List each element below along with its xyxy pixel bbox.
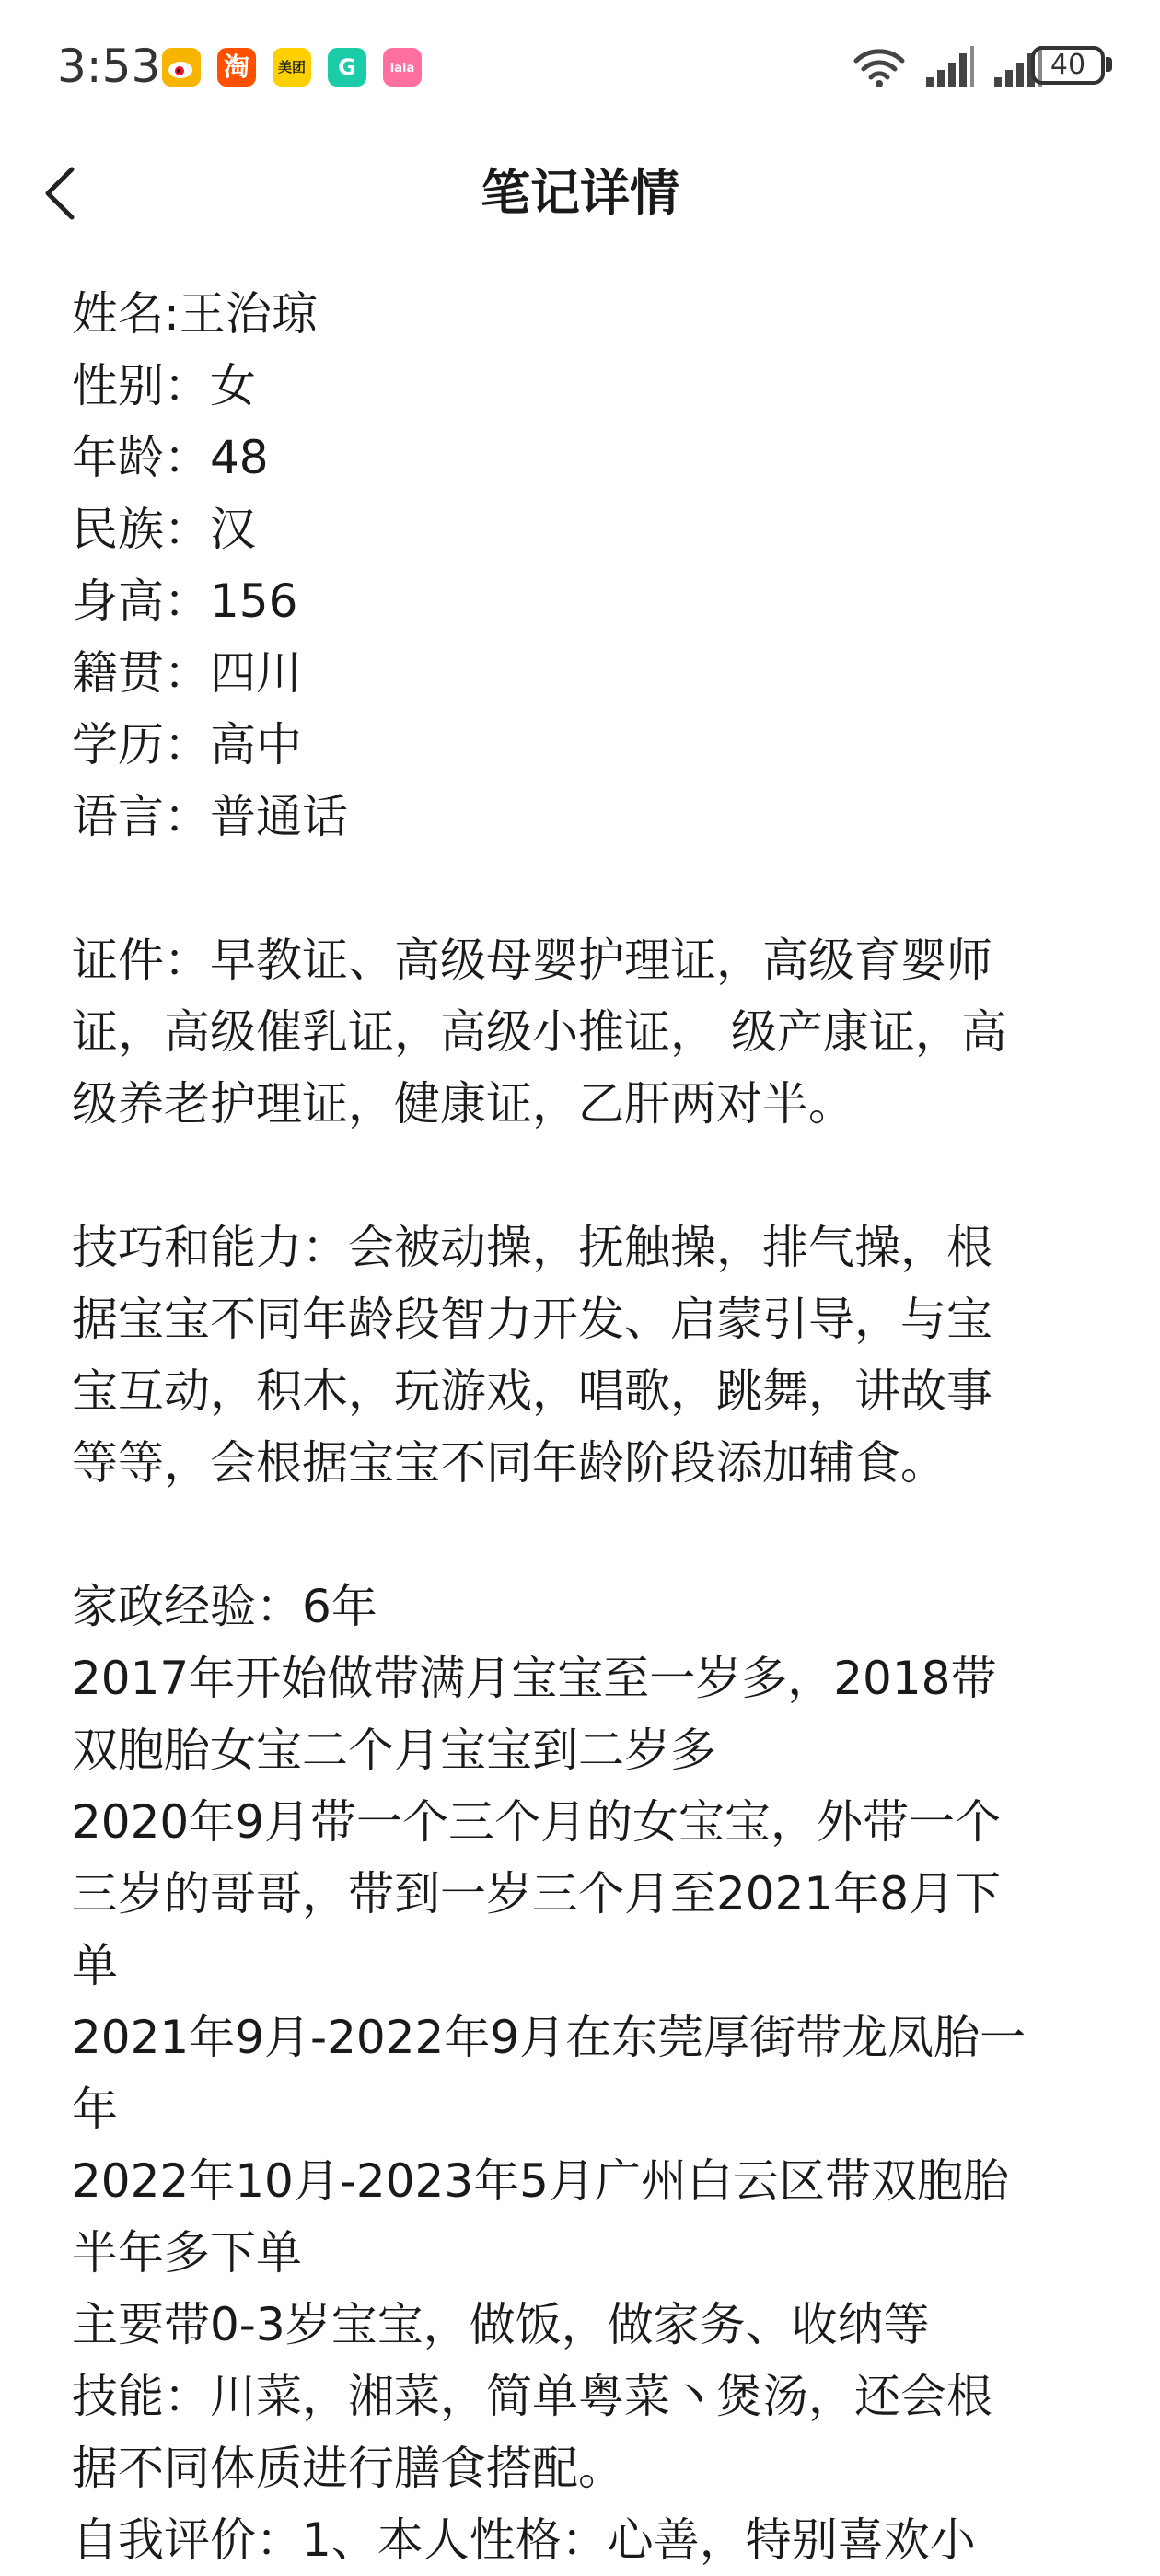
note-line: 自我评价：1、本人性格：心善，特别喜欢小	[72, 2513, 976, 2567]
note-line: 技能：川菜，湘菜，简单粤菜丶煲汤，还会根	[72, 2370, 992, 2423]
battery-level: 40	[1050, 49, 1086, 81]
note-line: 年龄：48	[72, 431, 269, 484]
note-line: 证件：早教证、高级母婴护理证，高级育婴师	[72, 934, 992, 987]
note-line: 单	[72, 1939, 118, 1992]
app-pink-icon: lala	[383, 48, 422, 87]
note-line: 技巧和能力：会被动操，抚触操，排气操，根	[72, 1221, 992, 1274]
note-line: 据不同体质进行膳食搭配。	[72, 2442, 624, 2495]
note-line: 性别：女	[72, 359, 256, 412]
note-line: 双胞胎女宝二个月宝宝到二岁多	[72, 1723, 716, 1777]
note-line: 身高：156	[72, 574, 298, 628]
note-line: 证，高级催乳证，高级小推证， 级产康证，高	[72, 1005, 1007, 1059]
note-line: 语言：普通话	[72, 790, 348, 843]
blank-line	[72, 853, 1103, 924]
note-line: 民族：汉	[72, 503, 256, 556]
battery-tip	[1106, 57, 1112, 72]
note-line: 2021年9月-2022年9月在东莞厚街带龙凤胎一	[72, 2011, 1027, 2064]
blank-line	[72, 1499, 1103, 1571]
note-line: 2020年9月带一个三个月的女宝宝，外带一个	[72, 1795, 1002, 1849]
note-line: 2017年开始做带满月宝宝至一岁多，2018带	[72, 1652, 997, 1705]
meituan-icon: 美团	[273, 48, 311, 87]
note-line: 等等，会根据宝宝不同年龄阶段添加辅食。	[72, 1436, 946, 1490]
signal-1-icon	[924, 46, 976, 88]
status-time: 3:53	[57, 40, 161, 93]
note-line: 据宝宝不同年龄段智力开发、启蒙引导，与宝	[72, 1293, 992, 1346]
nav-bar	[0, 138, 1160, 249]
note-line: 三岁的哥哥，带到一岁三个月至2021年8月下	[72, 1867, 1002, 1920]
note-line: 姓名:王治琼	[72, 287, 318, 341]
blank-line	[72, 1140, 1103, 1212]
status-bar	[0, 0, 1160, 129]
app-green-icon: G	[328, 48, 366, 87]
page-title: 笔记详情	[481, 164, 679, 222]
note-line: 主要带0-3岁宝宝，做饭，做家务、收纳等	[72, 2298, 930, 2351]
note-line: 宝互动，积木，玩游戏，唱歌，跳舞，讲故事	[72, 1364, 992, 1418]
battery-icon	[1031, 46, 1105, 85]
taobao-icon: 淘	[217, 48, 256, 87]
weibo-icon	[162, 48, 201, 87]
note-line: 级养老护理证，健康证，乙肝两对半。	[72, 1077, 854, 1131]
note-line: 家政经验：6年	[72, 1580, 377, 1633]
wifi-icon	[853, 46, 906, 88]
note-line: 籍贯：四川	[72, 646, 302, 700]
note-line: 学历：高中	[72, 718, 302, 772]
note-content	[72, 278, 1103, 2576]
note-line: 年	[72, 2083, 118, 2136]
note-line: 2022年10月-2023年5月广州白云区带双胞胎	[72, 2154, 1009, 2208]
note-line: 半年多下单	[72, 2226, 302, 2280]
